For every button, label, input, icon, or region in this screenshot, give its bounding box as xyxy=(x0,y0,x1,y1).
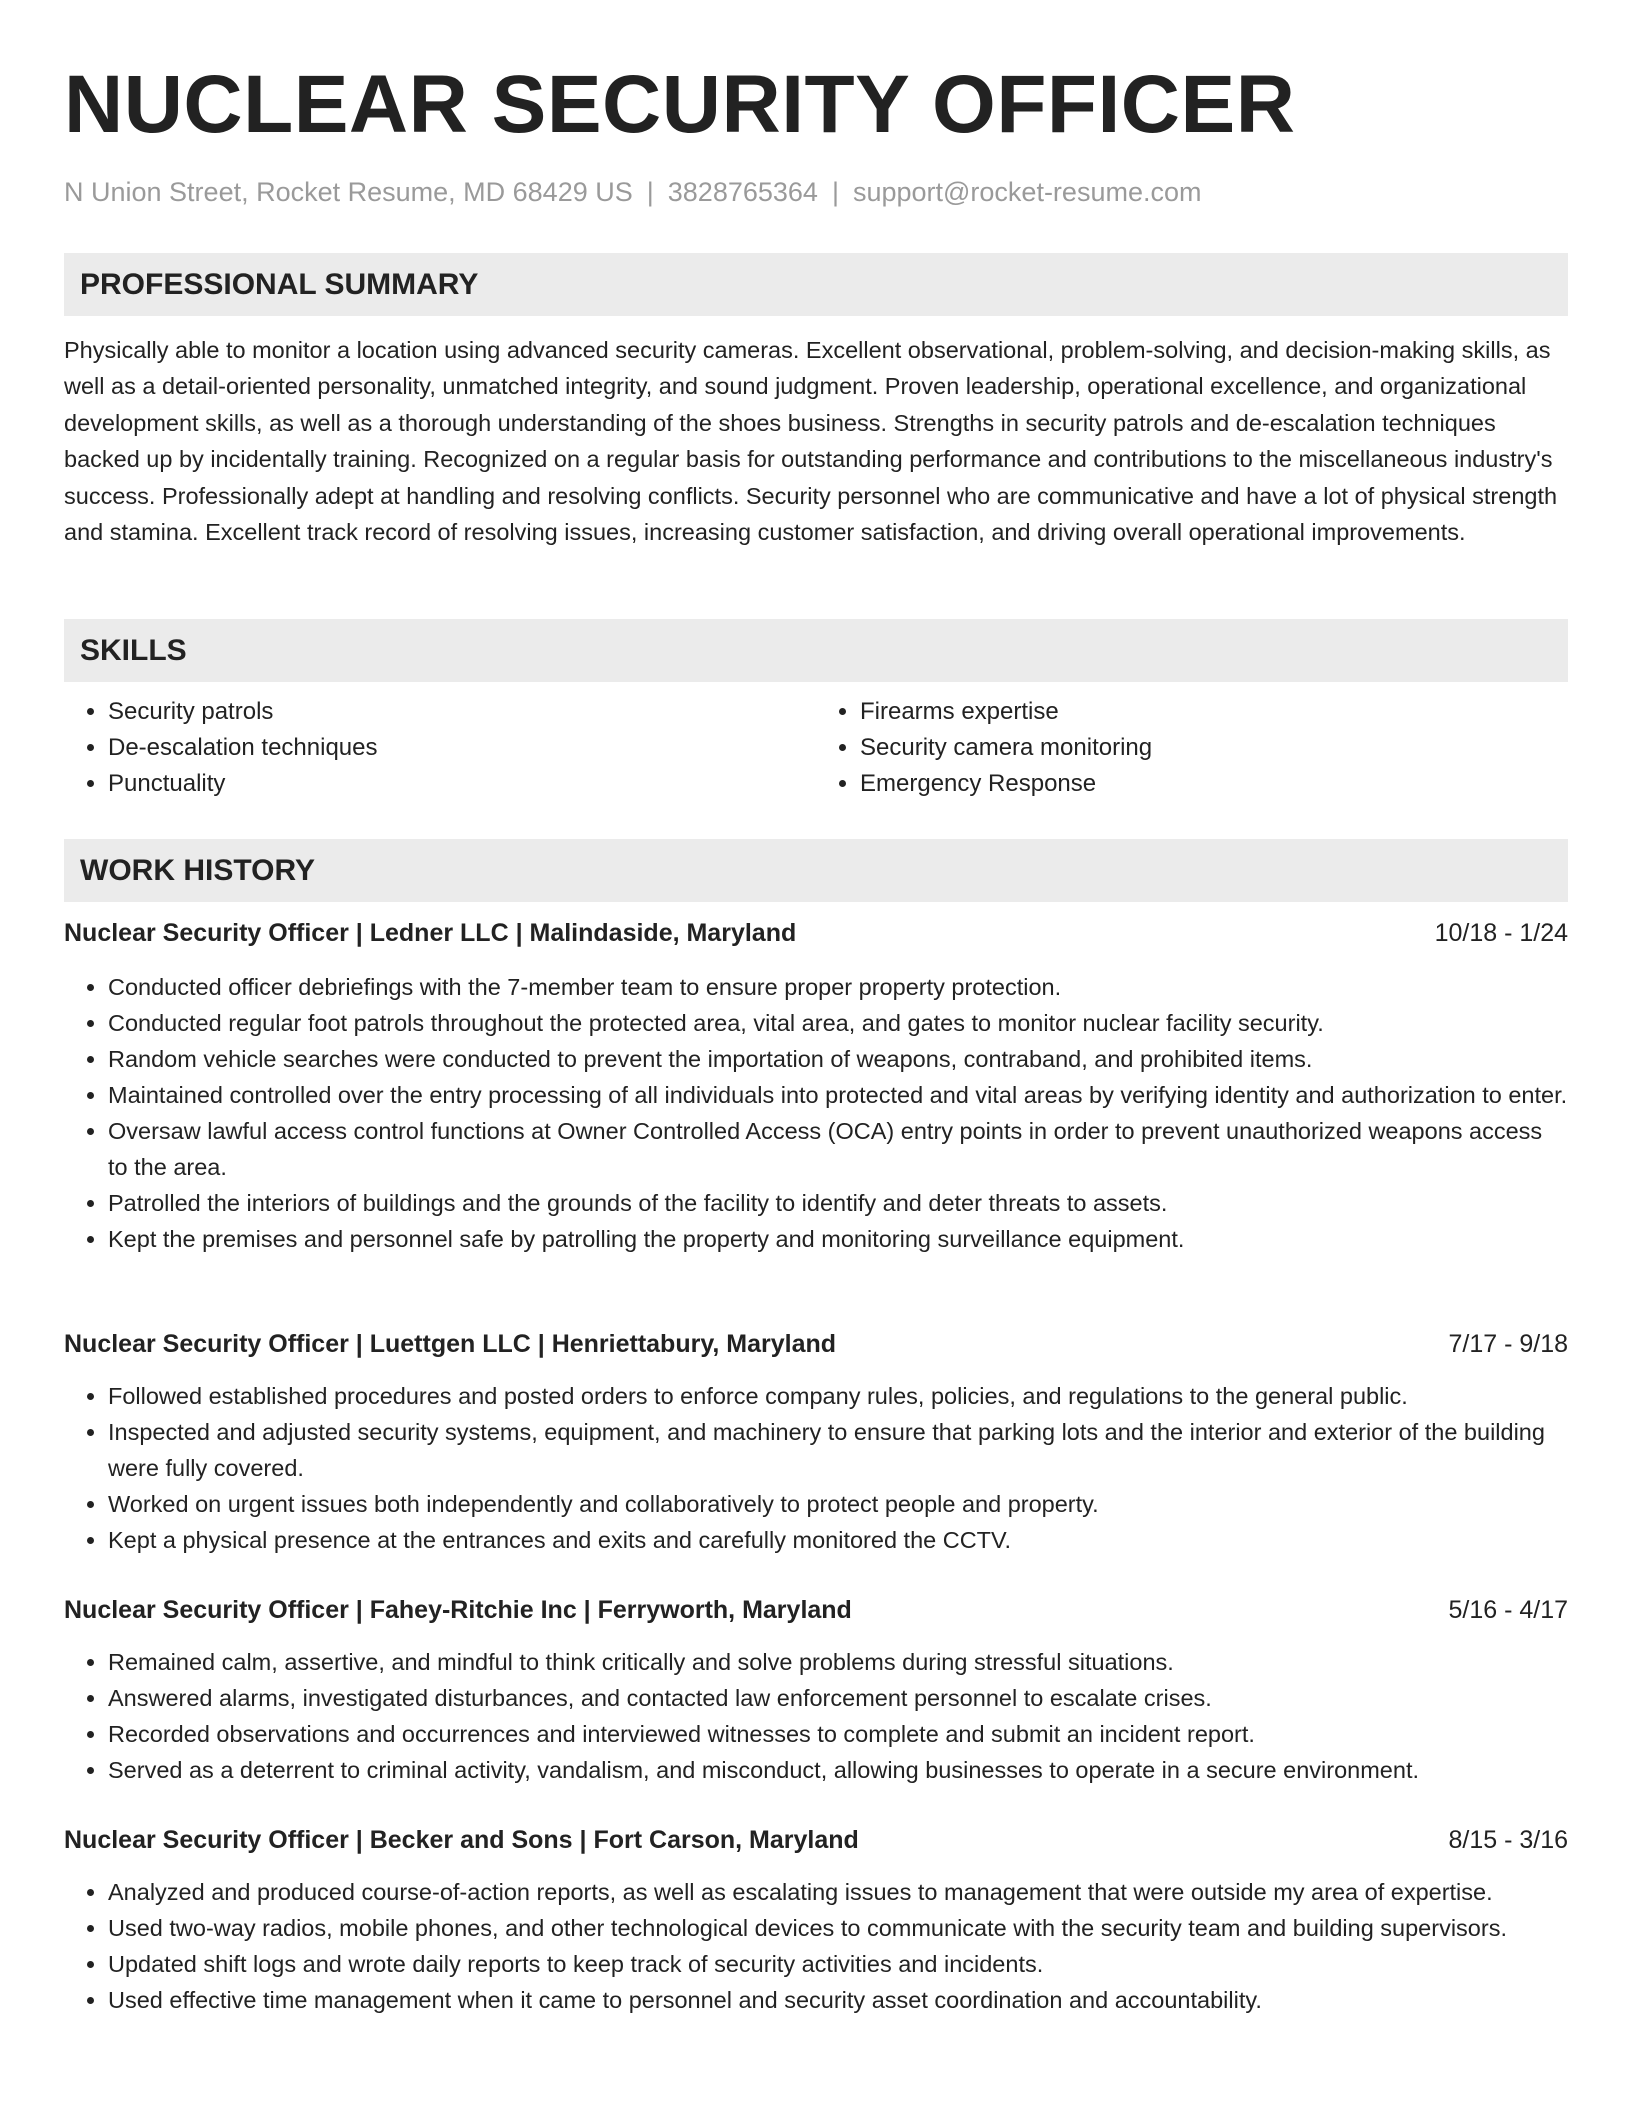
job-title: Nuclear Security Officer | Luettgen LLC | Henriettabury, Maryland xyxy=(64,1330,837,1358)
skills-list-left xyxy=(64,694,816,802)
skill-item: • Security patrols xyxy=(108,694,816,730)
list-item: • Used two-way radios, mobile phones, and other technological devices to communicate with the security team and building supervisors. xyxy=(108,1910,1568,1946)
job-title: Nuclear Security Officer | Ledner LLC | Malindaside, Maryland xyxy=(64,919,797,947)
skill-item: • Punctuality xyxy=(108,766,816,802)
skill-item: • Firearms expertise xyxy=(860,694,1568,730)
skill-item: • De-escalation techniques xyxy=(108,730,816,766)
contact-line xyxy=(64,174,1568,210)
skills-section xyxy=(64,619,1568,802)
summary-heading: PROFESSIONAL SUMMARY xyxy=(64,253,1568,316)
list-item: • Served as a deterrent to criminal activity, vandalism, and misconduct, allowing businesses to operate in a secure environment. xyxy=(108,1752,1568,1788)
job-header xyxy=(64,1822,1568,1858)
job-dates: 5/16 - 4/17 xyxy=(1448,1596,1568,1624)
list-item: • Maintained controlled over the entry processing of all individuals into protected and vital areas by verifying identity and authorization to enter. xyxy=(108,1077,1568,1113)
list-item: • Recorded observations and occurrences and interviewed witnesses to complete and submit an incident report. xyxy=(108,1716,1568,1752)
job-entry xyxy=(64,1592,1568,1788)
address-text: N Union Street, Rocket Resume, MD 68429 US xyxy=(64,177,633,207)
summary-section xyxy=(64,253,1568,550)
skill-item: • Security camera monitoring xyxy=(860,730,1568,766)
job-title: Nuclear Security Officer | Fahey-Ritchie Inc | Ferryworth, Maryland xyxy=(64,1596,852,1624)
list-item: • Kept the premises and personnel safe by patrolling the property and monitoring surveillance equipment. xyxy=(108,1221,1568,1257)
list-item: • Worked on urgent issues both independently and collaboratively to protect people and property. xyxy=(108,1486,1568,1522)
list-item: • Conducted officer debriefings with the 7-member team to ensure proper property protection. xyxy=(108,969,1568,1005)
list-item: • Oversaw lawful access control functions at Owner Controlled Access (OCA) entry points in order to prevent unauthorized weapons access to the area. xyxy=(108,1113,1568,1185)
list-item: • Remained calm, assertive, and mindful to think critically and solve problems during stressful situations. xyxy=(108,1644,1568,1680)
job-header xyxy=(64,915,1568,951)
skill-item: • Emergency Response xyxy=(860,766,1568,802)
job-entry xyxy=(64,1822,1568,2018)
skills-heading: SKILLS xyxy=(64,619,1568,682)
list-item: • Kept a physical presence at the entrances and exits and carefully monitored the CCTV. xyxy=(108,1522,1568,1558)
list-item: • Patrolled the interiors of buildings and the grounds of the facility to identify and deter threats to assets. xyxy=(108,1185,1568,1221)
list-item: • Answered alarms, investigated disturbances, and contacted law enforcement personnel to escalate crises. xyxy=(108,1680,1568,1716)
list-item: • Followed established procedures and posted orders to enforce company rules, policies, and regulations to the general public. xyxy=(108,1378,1568,1414)
skills-columns xyxy=(64,694,1568,802)
job-header xyxy=(64,1592,1568,1628)
job-bullets xyxy=(64,1874,1568,2018)
summary-text: Physically able to monitor a location using advanced security cameras. Excellent observational, problem-solving, and decision-making skills, as well as a detail-oriented personality, unmatched integrity, and sound judgment. Proven leadership, operational excellence, and organizational development skills, as well as a thorough understanding of the shoes business. Strengths in security patrols and de-escalation techniques backed up by incidentally training. Recognized on a regular basis for outstanding performance and contributions to the miscellaneous industry's success. Professionally adept at handling and resolving conflicts. Security personnel who are communicative and have a lot of physical strength and stamina. Excellent track record of resolving issues, increasing customer satisfaction, and driving overall operational improvements. xyxy=(64,337,1558,546)
job-bullets xyxy=(64,1644,1568,1788)
phone-text: 3828765364 xyxy=(667,177,818,207)
list-item: • Inspected and adjusted security systems, equipment, and machinery to ensure that parking lots and the interior and exterior of the building were fully covered. xyxy=(108,1414,1568,1486)
job-dates: 7/17 - 9/18 xyxy=(1448,1330,1568,1358)
list-item: • Conducted regular foot patrols throughout the protected area, vital area, and gates to monitor nuclear facility security. xyxy=(108,1005,1568,1041)
job-dates: 8/15 - 3/16 xyxy=(1448,1826,1568,1854)
skills-list-right xyxy=(816,694,1568,802)
work-history-heading: WORK HISTORY xyxy=(64,839,1568,902)
job-entry xyxy=(64,915,1568,1257)
job-dates: 10/18 - 1/24 xyxy=(1434,919,1568,947)
list-item: • Used effective time management when it came to personnel and security asset coordination and accountability. xyxy=(108,1982,1568,2018)
page-title: NUCLEAR SECURITY OFFICER xyxy=(64,59,1296,150)
job-entry xyxy=(64,1326,1568,1558)
list-item: • Updated shift logs and wrote daily reports to keep track of security activities and incidents. xyxy=(108,1946,1568,1982)
work-history-section xyxy=(64,839,1568,902)
job-title: Nuclear Security Officer | Becker and Sons | Fort Carson, Maryland xyxy=(64,1826,859,1854)
list-item: • Analyzed and produced course-of-action reports, as well as escalating issues to management that were outside my area of expertise. xyxy=(108,1874,1568,1910)
email-text: support@rocket-resume.com xyxy=(852,177,1202,207)
list-item: • Random vehicle searches were conducted to prevent the importation of weapons, contraband, and prohibited items. xyxy=(108,1041,1568,1077)
separator: | xyxy=(831,177,839,207)
resume-page xyxy=(64,0,1568,2013)
job-bullets xyxy=(64,1378,1568,1558)
separator: | xyxy=(646,177,654,207)
job-header xyxy=(64,1326,1568,1362)
job-bullets xyxy=(64,969,1568,1257)
